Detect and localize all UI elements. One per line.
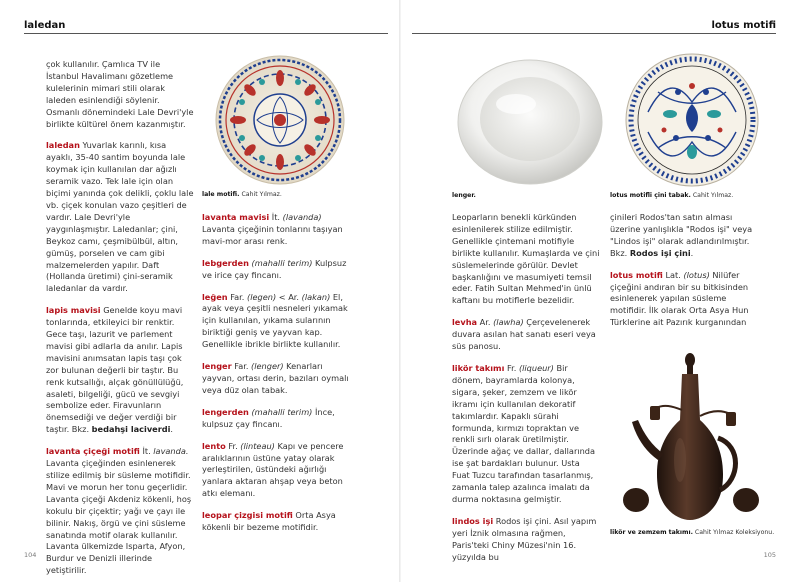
dictionary-entry: [452, 317, 600, 353]
dictionary-entry: [46, 305, 194, 436]
entry-headword: lapis mavisi: [46, 305, 101, 316]
entry-etymology: (lenger): [251, 361, 284, 372]
entry-text: Far.: [227, 291, 248, 302]
entry-etymology: (mahalli terim): [248, 257, 313, 268]
entry-text: Nilüfer çiçeğini andıran bir su bitkisinden esinlenerek yapılan süsleme motifidir. İlk olarak Orta Asya Hun Türklerine ait Pazırık kurganından: [610, 269, 749, 328]
running-header-right: lotus motifi: [711, 20, 776, 31]
right-column-2: [610, 212, 758, 339]
page-number-left: 104: [24, 551, 37, 559]
entry-headword: lebgerden: [202, 257, 249, 268]
caption-tulip-plate: lale motifi. Cahit Yılmaz.: [202, 191, 282, 198]
caption-lotus-plate: lotus motifli çini tabak. Cahit Yılmaz.: [610, 192, 734, 199]
entry-text: Lavanta çiçeğinden esinlenerek stilize edilmiş bir süsleme motifidir. Mavi ve morun her tonu geçerlidir. Lavanta çiçeği Akdeniz kökenli, hoş kokulu bir çiçektir; yağı ve çayı ile bilinir. Nakış, örgü ve çini süsleme sanatında motif olarak kullanılır. Lavanta ülkemizde Isparta, Afyon, Burdur ve Denizli illerinde yetiştirilir.: [46, 458, 192, 576]
entry-headword: leopar çizgisi motifi: [202, 510, 293, 521]
header-rule-right: [412, 33, 776, 34]
entry-etymology: (lawha): [493, 317, 524, 328]
dictionary-entry: [610, 270, 758, 330]
right-page: [400, 0, 800, 582]
entry-text: Lavanta çiçeğinin tonlarını taşıyan mavi-mor arası renk.: [202, 223, 343, 246]
entry-text: Lat.: [662, 269, 684, 280]
caption-liqueur-set: likör ve zemzem takımı. Cahit Yılmaz Koleksiyonu.: [610, 529, 775, 536]
entry-headword: lenger: [202, 361, 232, 372]
entry-text: .: [690, 247, 694, 258]
entry-headword: lotus motifi: [610, 269, 663, 280]
entry-etymology: (mahalli terim): [248, 406, 313, 417]
dictionary-entry: [452, 363, 600, 506]
entry-text: < Ar.: [276, 291, 302, 302]
entry-text: Çerçevelenerek duvara asılan hat sanatı eseri veya süs panosu.: [452, 317, 596, 352]
dictionary-entry: [452, 516, 600, 564]
dictionary-entry: [202, 361, 350, 397]
entry-text: Kulpsuz ve irice çay fincanı.: [202, 257, 347, 280]
entry-continuation: [46, 59, 194, 130]
entry-text: Yuvarlak karınlı, kısa ayaklı, 35-40 santim boyunda lale koymak için kullanılan dar ağızlı seramik vazo. Tek lale için olan biçimi yanında çok delikli, çoklu lale vb. çiçek konulan vazo çeşitleri de vardır. Lale Devri'yle yaygınlaşmıştır. Laledanlar; çini, Beykoz camı, çeşmibülbül, altın, gümüş, porselen ve cam gibi malzemelerden yapılır. Daft (Hollanda üretimi) çini-seramik laledanlar da vardır.: [46, 140, 194, 294]
dictionary-entry: [202, 212, 350, 248]
entry-text: Genelde koyu mavi tonlarında, etkileyici bir renktir. Gece taşı, lazurit ve parlement mavisi gibi adlarla da anılır. Lapis mavisini anımsatan lapis taşı çok zor bulunan değerli bir taştır. Bu renk kutsallığı, alçak gönüllülüğü, asaleti, bilgeliği, gücü ve sevgiyi sembolize eder. Firavunların önemsediği ve değer verdiği bir taştır. Bkz.: [46, 305, 184, 435]
dictionary-entry: [202, 407, 350, 431]
dictionary-entry: [46, 140, 194, 295]
entry-headword: likör takımı: [452, 362, 505, 373]
entry-text: .: [170, 424, 174, 435]
entry-cross-reference: Rodos işi çini: [629, 247, 691, 258]
entry-text: Far.: [231, 361, 252, 372]
dictionary-entry: [202, 510, 350, 534]
entry-text: Kenarları yayvan, ortası derin, bazıları oymalı veya düz olan tabak.: [202, 361, 349, 395]
entry-text: Bir dönem, bayramlarda kolonya, sigara, şeker, zemzem ve likör ikramı için kullanılan dekoratif takımlardır. Kapaklı sürahi formunda, kırmızı topraktan ve renkli sırlı olarak üretilmiştir. Üzerinde ağaç ve dallar, dallarında ise şat bardakları bulunur. Usta Fuat Tuzcu tarafından tasarlanmış, zamanla talep azalınca imalatı da durma noktasına gelmiştir.: [452, 362, 595, 504]
entry-headword: levha: [452, 317, 478, 328]
entry-etymology: (linteau): [240, 440, 275, 451]
entry-headword: lento: [202, 440, 226, 451]
caption-plain-plate: lenger.: [452, 192, 476, 199]
entry-headword: lavanta çiçeği motifi: [46, 446, 140, 457]
entry-headword: lengerden: [202, 406, 249, 417]
entry-text: Rodos işi çini. Asıl yapım yeri İznik olmasına rağmen, Paris'teki Chiny Müzesi'nin 16. yüzyılda bu: [452, 515, 597, 562]
left-page: [0, 0, 400, 582]
entry-continuation: [452, 212, 600, 307]
tulip-plate-image: [200, 52, 360, 187]
entry-text: Fr.: [225, 440, 241, 451]
entry-etymology: (lotus): [683, 269, 710, 280]
entry-continuation: [610, 212, 758, 260]
dictionary-entry: [202, 258, 350, 282]
entry-text: İt.: [269, 212, 283, 222]
entry-text: Fr.: [504, 362, 519, 373]
entry-etymology: (lavanda): [282, 212, 322, 222]
entry-text: İt.: [139, 446, 154, 457]
running-header-left: laledan: [24, 20, 66, 31]
entry-headword: leğen: [202, 291, 228, 302]
entry-etymology: (lakan): [301, 291, 331, 302]
entry-text: Kapı ve pencere aralıklarının üstüne yatay olarak yerleştirilen, üstündeki ağırlığı yanlara aktaran ahşap veya beton atkı elemanı.: [202, 440, 344, 499]
dictionary-entry: [202, 292, 350, 352]
entry-etymology: lavanda.: [153, 446, 189, 457]
dictionary-entry: [46, 446, 194, 577]
entry-etymology: (legen): [247, 291, 277, 302]
plain-plate-image: [454, 56, 606, 188]
entry-cross-reference: bedahşi laciverdi: [91, 424, 171, 435]
page-number-right: 105: [763, 551, 776, 559]
entry-text: İnce, kulpsuz çay fincanı.: [202, 406, 335, 429]
entry-text: Orta Asya kökenli bir bezeme motifidir.: [202, 510, 336, 533]
liqueur-set-image: [618, 350, 768, 526]
entry-text: El, ayak veya çeşitli nesneleri yıkamak için kullanılan, yıkama sularının biriktiği geniş ve yayvan kap. Genellikle ibrikle birlikte kullanılır.: [202, 291, 348, 350]
right-column-1: [452, 212, 600, 573]
header-rule-left: [24, 33, 388, 34]
dictionary-entry: [202, 441, 350, 501]
lotus-plate-image: [618, 52, 766, 188]
entry-text: çok kullanılır. Çamlıca TV ile İstanbul Havalimanı gözetleme kulelerinin mimari stili olarak laleden esinlendiği söylenir. Osmanlı dönemindeki Lale Devri'yle birlikte kültürel önem kazanmıştır.: [46, 59, 194, 129]
entry-text: Ar.: [477, 317, 494, 328]
left-column-1: [46, 59, 194, 587]
entry-headword: lavanta mavisi: [202, 212, 270, 222]
entry-etymology: (liqueur): [518, 362, 554, 373]
entry-text: çinileri Rodos'tan satın alması üzerine yanlışlıkla "Rodos işi" veya "Lindos işi" olarak adlandırılmıştır. Bkz.: [610, 212, 753, 258]
entry-headword: laledan: [46, 140, 80, 151]
entry-text: Leoparların benekli kürkünden esinlenilerek stilize edilmiştir. Genellikle çintemani motifiyle birlikte kullanılır. Kumaşlarda ve çini süslemelerinde görülür. Devlet başkanlığını ve masumiyeti temsil eder. Fatih Sultan Mehmed'in ünlü kaftanı bu motiflerle bezelidir.: [452, 212, 600, 306]
entry-headword: lindos işi: [452, 515, 494, 526]
left-column-2: [202, 212, 350, 544]
